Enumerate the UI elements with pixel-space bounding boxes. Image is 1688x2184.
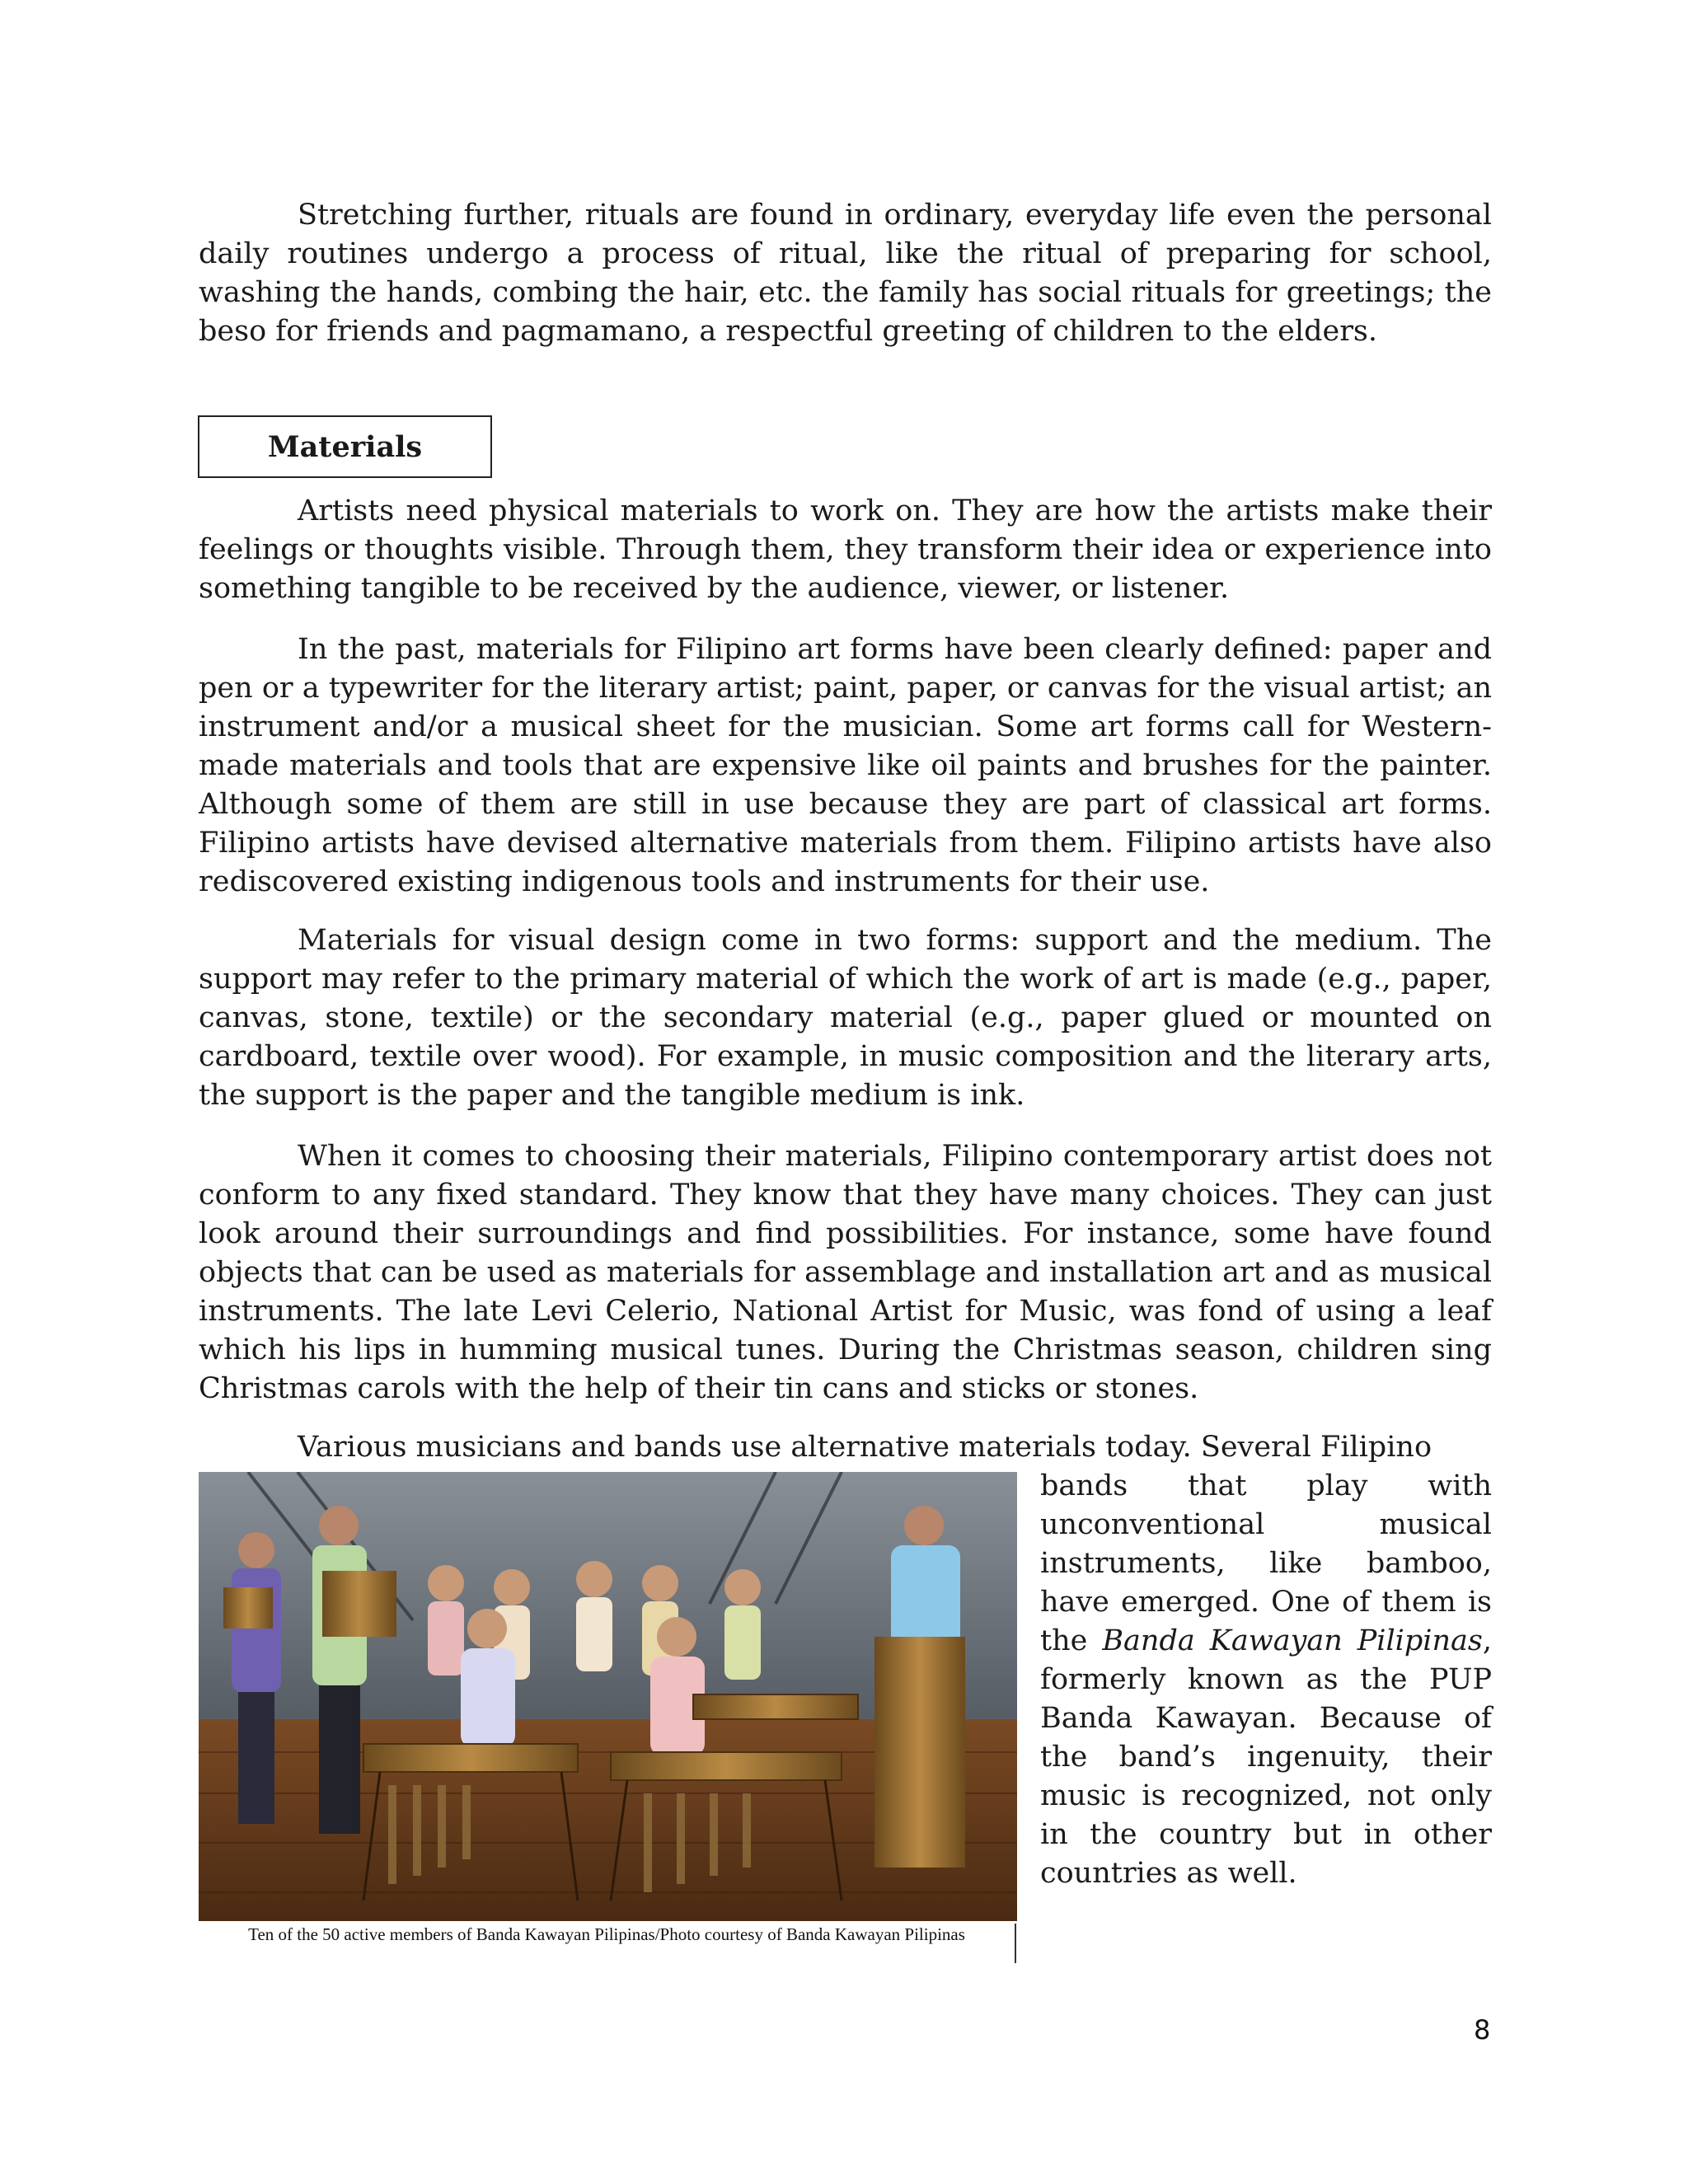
section-heading-label: Materials: [267, 429, 423, 464]
paragraph-materials-1: Artists need physical materials to work on. They are how the artists make their feelings or thoughts visible. Through them, they transform their idea or experience into something tangible to be received by the audience, viewer, or listener.: [199, 494, 1492, 605]
paragraph-materials-4: When it comes to choosing their materials, Filipino contemporary artist does not conform to any fixed standard. They know that they have many choices. They can just look around their surroundings and find possibilities. For instance, some have found objects that can be used as materials for assemblage and installation art and as musical instruments. The late Levi Celerio, National Artist for Music, was fond of using a leaf which his lips in humming musical tunes. During the Christmas season, children sing Christmas carols with the help of their tin cans and sticks or stones.: [199, 1140, 1492, 1405]
band-name-italic: Banda Kawayan Pilipinas: [1102, 1624, 1483, 1657]
photo-caption: Ten of the 50 active members of Banda Kawayan Pilipinas/Photo courtesy of Banda Kawayan Pilipinas: [248, 1924, 965, 1944]
page-number: 8: [1474, 2014, 1491, 2046]
paragraph-materials-2: In the past, materials for Filipino art forms have been clearly defined: paper and pen or a typewriter for the literary artist; paint, paper, or canvas for the visual artist; an instrument and/or a musical sheet for the musician. Some art forms call for Western-made materials and tools that are expensive like oil paints and brushes for the painter. Although some of them are still in use because they are part of classical art forms. Filipino artists have devised alternative materials from them. Filipino artists have also rediscovered existing indigenous tools and instruments for their use.: [199, 633, 1492, 898]
paragraph-bands-text-before: bands that play with unconventional musical instruments, like bamboo, have emerged. One of them is the: [1040, 1469, 1492, 1657]
caption-divider: [1015, 1924, 1016, 1963]
section-heading-materials: [198, 415, 492, 478]
paragraph-bands-text-after: , formerly known as the PUP Banda Kawayan. Because of the band’s ingenuity, their music is recognized, not only in the country but in other countries as well.: [1040, 1624, 1492, 1890]
band-photo: [199, 1472, 1017, 1921]
paragraph-bands-lead: Various musicians and bands use alternative materials today. Several Filipino: [298, 1431, 1432, 1464]
paragraph-bands-wrap: [1040, 1467, 1492, 1893]
paragraph-rituals: Stretching further, rituals are found in ordinary, everyday life even the personal daily routines undergo a process of ritual, like the ritual of preparing for school, washing the hands, combing the hair, etc. the family has social rituals for greetings; the beso for friends and pagmamano, a respectful greeting of children to the elders.: [199, 199, 1492, 348]
paragraph-materials-3: Materials for visual design come in two forms: support and the medium. The support may refer to the primary material of which the work of art is made (e.g., paper, canvas, stone, textile) or the secondary material (e.g., paper glued or mounted on cardboard, textile over wood). For example, in music composition and the literary arts, the support is the paper and the tangible medium is ink.: [199, 924, 1492, 1112]
